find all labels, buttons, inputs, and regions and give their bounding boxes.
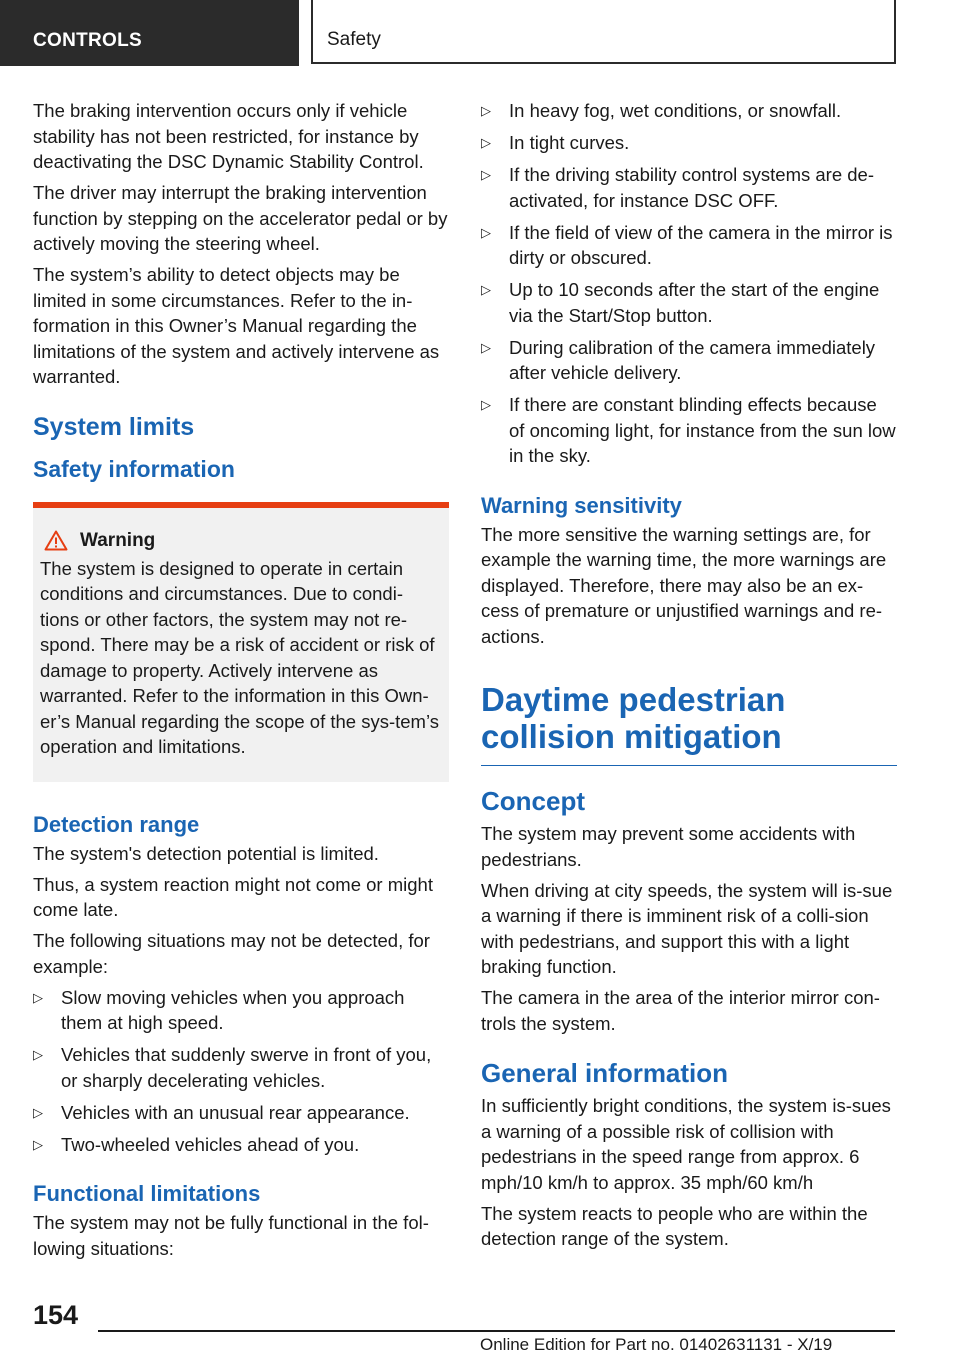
warning-label: Warning — [80, 529, 156, 551]
body-paragraph: The system may prevent some accidents with pedestrians. — [481, 823, 856, 870]
body-paragraph: Thus, a system reaction might not come or might come late. — [33, 873, 433, 920]
header-chapter-tab: Safety — [311, 0, 896, 64]
body-paragraph: The camera in the area of the interior mirror con-trols the system. — [481, 987, 880, 1034]
triangle-bullet-icon: ▷ — [481, 339, 491, 355]
triangle-bullet-icon: ▷ — [481, 397, 491, 412]
triangle-bullet-icon: ▷ — [481, 224, 491, 240]
warning-text: The system is designed to operate in certain conditions and circumstances. Due to condi-tions or other factors, the system may not re-spond. There may be a risk of accident or risk of damage to property. Actively intervene as warranted. Refer to the information in this Own-er’s Manual regarding the scope of the sys-tem’s operation and limitations. — [40, 557, 439, 757]
heading-concept: Concept — [481, 786, 585, 816]
warning-title — [40, 530, 441, 552]
triangle-bullet-icon: ▷ — [33, 1136, 43, 1152]
list-item: ▷ If there are constant blinding effects because of oncoming light, for instance from the sun low in the sky. — [481, 394, 896, 466]
triangle-bullet-icon: ▷ — [481, 282, 491, 297]
heading-system-limits: System limits — [33, 412, 195, 441]
chapter-title: Daytime pedestrian collision mitigation — [481, 681, 897, 766]
page-number: 154 — [33, 1300, 79, 1330]
list-item: ▷ Vehicles that suddenly swerve in front of you, or sharply decelerating vehicles. — [33, 1044, 432, 1091]
list-item: ▷ In heavy fog, wet conditions, or snowfall. — [481, 98, 897, 124]
triangle-bullet-icon: ▷ — [33, 1104, 43, 1120]
body-paragraph: The system may not be fully functional in the fol-lowing situations: — [33, 1212, 429, 1259]
right-column — [481, 98, 897, 1257]
list-item: ▷ During calibration of the camera immediately after vehicle delivery. — [481, 336, 876, 383]
list-item: ▷ Vehicles with an unusual rear appearance. — [33, 1100, 449, 1126]
page-header — [0, 0, 960, 66]
warning-box — [33, 502, 449, 782]
detection-range-list — [33, 985, 449, 1158]
header-section-tab: CONTROLS — [0, 0, 299, 66]
body-paragraph: The system reacts to people who are within the detection range of the system. — [481, 1202, 868, 1249]
footer-divider — [98, 1330, 895, 1332]
list-item: ▷ Two-wheeled vehicles ahead of you. — [33, 1132, 449, 1158]
body-paragraph: In sufficiently bright conditions, the system is-sues a warning of a possible risk of collision with pedestrians in the speed range from approx. 6 mph/10 km/h to approx. 35 mph/60 km/h — [481, 1095, 891, 1193]
list-item: ▷ If the field of view of the camera in the mirror is dirty or obscured. — [481, 221, 893, 268]
triangle-bullet-icon: ▷ — [33, 989, 43, 1005]
body-paragraph: When driving at city speeds, the system will is-sue a warning if there is imminent risk of a colli-sion with pedestrians, and support this with a light braking function. — [481, 879, 893, 977]
heading-safety-information: Safety information — [33, 455, 235, 482]
heading-general-information: General information — [481, 1058, 729, 1088]
triangle-bullet-icon: ▷ — [33, 1047, 43, 1062]
triangle-bullet-icon: ▷ — [481, 135, 491, 150]
body-paragraph: The following situations may not be detected, for example: — [33, 930, 430, 977]
body-paragraph: The braking intervention occurs only if vehicle stability has not been restricted, for instance by deactivating the DSC Dynamic Stability Control. — [33, 100, 424, 172]
body-paragraph: The driver may interrupt the braking intervention function by stepping on the accelerator pedal or by actively moving the steering wheel. — [33, 182, 448, 254]
triangle-bullet-icon: ▷ — [481, 167, 491, 182]
left-column — [33, 98, 449, 1267]
heading-functional-limitations: Functional limitations — [33, 1181, 261, 1206]
body-paragraph: The more sensitive the warning settings are, for example the warning time, the more warnings are displayed. Therefore, there may also be an ex-cess of premature or unjustified warnings and re-actions. — [481, 523, 887, 647]
warning-triangle-icon — [40, 530, 80, 551]
heading-detection-range: Detection range — [33, 811, 200, 837]
triangle-bullet-icon: ▷ — [481, 103, 491, 118]
body-paragraph: The system's detection potential is limited. — [33, 842, 379, 864]
functional-limitations-list — [481, 98, 897, 469]
list-item: ▷ Up to 10 seconds after the start of the engine via the Start/Stop button. — [481, 279, 880, 326]
body-paragraph: The system’s ability to detect objects may be limited in some circumstances. Refer to the in-formation in this Owner’s Manual regarding the limitations of the system and actively intervene as warranted. — [33, 264, 440, 387]
list-item: ▷ If the driving stability control systems are de-activated, for instance DSC OFF. — [481, 164, 875, 211]
list-item: ▷ In tight curves. — [481, 130, 897, 156]
list-item: ▷ Slow moving vehicles when you approach them at high speed. — [33, 986, 405, 1033]
footer-edition: Online Edition for Part no. 01402631131 - X/19 — [480, 1335, 833, 1354]
heading-warning-sensitivity: Warning sensitivity — [481, 492, 682, 518]
